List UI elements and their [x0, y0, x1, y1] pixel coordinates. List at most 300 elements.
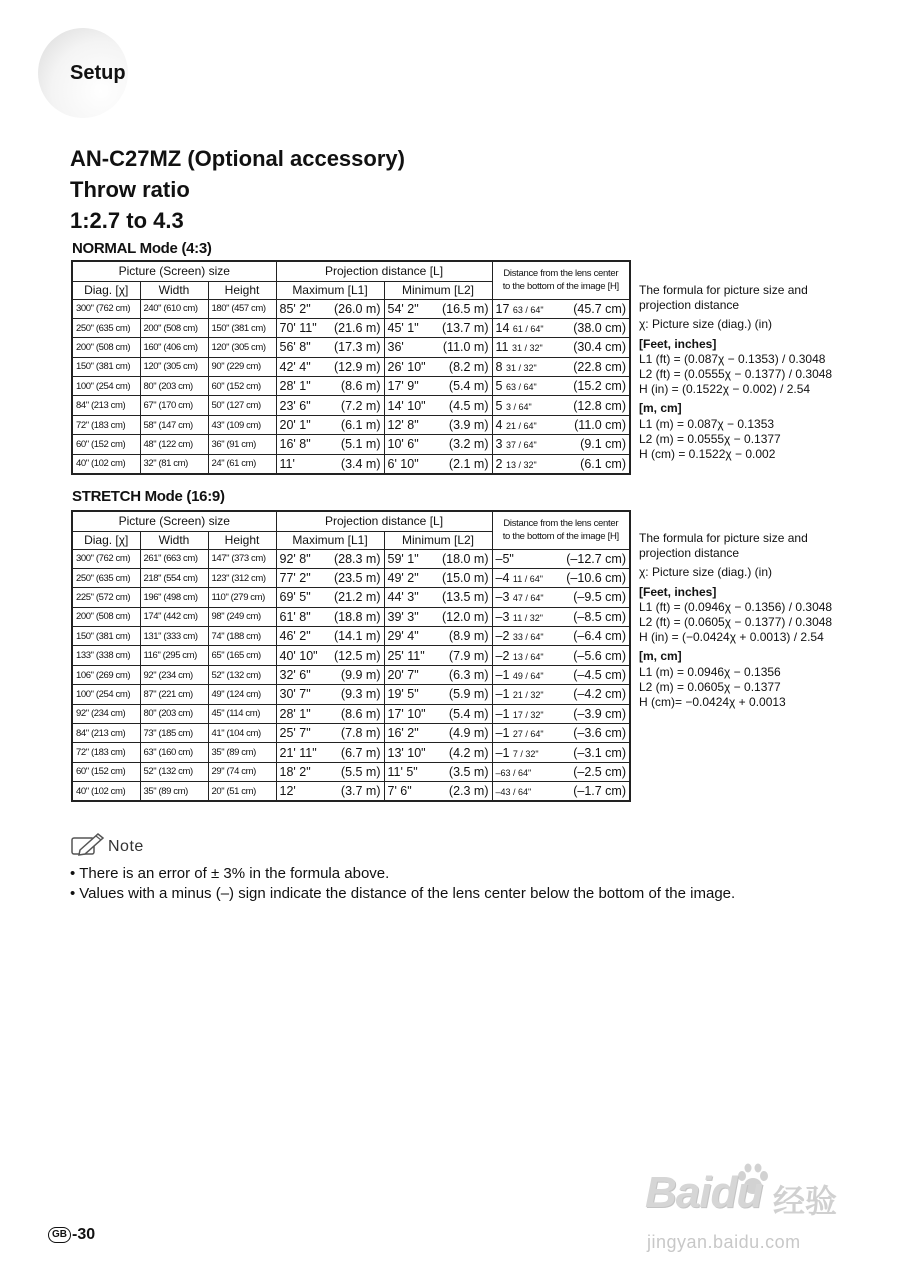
maximum-feet: 25' 7"	[279, 726, 311, 741]
maximum-meters: (18.8 m)	[333, 609, 381, 624]
maximum-meters: (21.6 m)	[333, 321, 381, 336]
minimum-cell	[384, 685, 492, 704]
width-header: Width	[140, 531, 208, 549]
height-cell: 35" (89 cm)	[208, 743, 276, 762]
maximum-meters: (3.4 m)	[340, 456, 381, 471]
minimum-cell	[384, 646, 492, 665]
maximum-feet: 46' 2"	[279, 629, 311, 644]
maximum-feet: 23' 6"	[279, 398, 311, 413]
minimum-cell	[384, 743, 492, 762]
minimum-meters: (4.5 m)	[448, 398, 489, 413]
maximum-meters: (28.3 m)	[333, 551, 381, 566]
lens-distance-cm: (–9.5 cm)	[573, 590, 627, 605]
width-cell: 73" (185 cm)	[140, 724, 208, 743]
minimum-meters: (2.3 m)	[448, 784, 489, 799]
diag-cell: 40" (102 cm)	[72, 454, 140, 473]
height-cell: 29" (74 cm)	[208, 762, 276, 781]
lens-distance-cm: (30.4 cm)	[573, 340, 627, 355]
height-cell: 98" (249 cm)	[208, 607, 276, 626]
table-row	[72, 782, 630, 801]
lens-distance-whole: –1	[495, 726, 510, 741]
minimum-cell	[384, 415, 492, 434]
minimum-feet: 39' 3"	[387, 609, 419, 624]
diag-cell: 84" (213 cm)	[72, 396, 140, 415]
formula-line: H (in) = (−0.0424χ + 0.0013) / 2.54	[639, 630, 824, 645]
stretch-formula-block	[639, 531, 832, 710]
lens-distance-fraction: 33 / 64"	[512, 632, 544, 643]
table-row	[72, 568, 630, 587]
lens-distance-fraction: 3 / 64"	[505, 401, 532, 412]
lens-distance-inches	[496, 649, 544, 663]
lens-distance-inches	[496, 590, 544, 604]
minimum-feet: 54' 2"	[387, 301, 419, 316]
maximum-meters: (6.7 m)	[340, 745, 381, 760]
table-row	[72, 607, 630, 626]
lens-distance-cell	[492, 357, 630, 376]
formula-intro: projection distance	[639, 546, 740, 561]
formula-line: L1 (m) = 0.087χ − 0.1353	[639, 416, 775, 431]
formula-chi-definition: χ: Picture size (diag.) (in)	[639, 317, 773, 332]
lens-distance-cell	[492, 454, 630, 473]
maximum-cell	[276, 318, 384, 337]
maximum-meters: (9.3 m)	[340, 687, 381, 702]
minimum-feet: 13' 10"	[387, 745, 426, 760]
maximum-meters: (8.6 m)	[340, 706, 381, 721]
width-cell: 218" (554 cm)	[140, 568, 208, 587]
lens-distance-whole: 5	[495, 398, 503, 413]
lens-distance-cm: (–3.6 cm)	[573, 726, 627, 741]
section-label: Setup	[70, 62, 126, 84]
lens-distance-inches	[496, 340, 543, 354]
minimum-meters: (12.0 m)	[441, 609, 489, 624]
note-label: Note	[108, 838, 144, 855]
table-row	[72, 435, 630, 454]
lens-distance-fraction: 21 / 64"	[505, 421, 537, 432]
lens-distance-inches	[496, 765, 532, 779]
lens-distance-inches	[496, 302, 544, 316]
height-cell: 150" (381 cm)	[208, 318, 276, 337]
table-row	[72, 454, 630, 473]
maximum-meters: (21.2 m)	[333, 590, 381, 605]
minimum-cell	[384, 762, 492, 781]
width-cell: 200" (508 cm)	[140, 318, 208, 337]
formula-line: L2 (m) = 0.0555χ − 0.1377	[639, 431, 781, 446]
minimum-feet: 44' 3"	[387, 590, 419, 605]
lens-distance-cell	[492, 435, 630, 454]
table-row	[72, 724, 630, 743]
lens-distance-fraction: –43 / 64"	[495, 787, 532, 798]
width-header: Width	[140, 281, 208, 299]
lens-distance-cm: (45.7 cm)	[573, 301, 627, 316]
normal-mode-table	[71, 260, 631, 475]
table-row	[72, 627, 630, 646]
lens-distance-cell	[492, 318, 630, 337]
maximum-meters: (9.9 m)	[340, 668, 381, 683]
lens-distance-cell	[492, 704, 630, 723]
width-cell: 120" (305 cm)	[140, 357, 208, 376]
height-header: Height	[208, 531, 276, 549]
width-cell: 35" (89 cm)	[140, 782, 208, 801]
lens-distance-whole: 3	[495, 437, 503, 452]
picture-size-header: Picture (Screen) size	[72, 261, 276, 281]
page-title: AN-C27MZ (Optional accessory)	[70, 146, 405, 171]
lens-distance-cm: (–3.1 cm)	[573, 745, 627, 760]
width-cell: 32" (81 cm)	[140, 454, 208, 473]
maximum-meters: (5.5 m)	[340, 764, 381, 779]
lens-distance-cm: (11.0 cm)	[574, 418, 627, 433]
lens-distance-whole: 8	[495, 359, 503, 374]
maximum-cell	[276, 607, 384, 626]
maximum-meters: (23.5 m)	[333, 571, 381, 586]
minimum-meters: (15.0 m)	[441, 571, 489, 586]
lens-distance-cm: (–5.6 cm)	[573, 648, 627, 663]
maximum-feet: 92' 8"	[279, 551, 311, 566]
lens-distance-fraction: 11 / 32"	[512, 612, 543, 623]
diag-cell: 300" (762 cm)	[72, 299, 140, 318]
diag-cell: 72" (183 cm)	[72, 743, 140, 762]
maximum-meters: (12.5 m)	[333, 648, 381, 663]
lens-distance-whole: –2	[495, 648, 510, 663]
maximum-meters: (3.7 m)	[340, 784, 381, 799]
lens-distance-cell	[492, 743, 630, 762]
lens-distance-cell	[492, 299, 630, 318]
lens-distance-whole: 14	[495, 321, 510, 336]
maximum-cell	[276, 357, 384, 376]
diag-header: Diag. [χ]	[72, 531, 140, 549]
formula-line: L1 (ft) = (0.0946χ − 0.1356) / 0.3048	[639, 599, 833, 614]
height-cell: 60" (152 cm)	[208, 377, 276, 396]
formula-line: L1 (m) = 0.0946χ − 0.1356	[639, 664, 781, 679]
formula-intro: The formula for picture size and	[639, 283, 808, 297]
lens-distance-cell	[492, 549, 630, 568]
lens-distance-whole: 4	[495, 418, 503, 433]
maximum-cell	[276, 568, 384, 587]
lens-distance-whole: 5	[495, 379, 503, 394]
height-cell: 90" (229 cm)	[208, 357, 276, 376]
formula-feet-heading: [Feet, inches]	[639, 336, 717, 351]
minimum-cell	[384, 299, 492, 318]
watermark-text: 经验	[773, 1183, 838, 1219]
lens-distance-inches	[496, 418, 537, 432]
minimum-feet: 59' 1"	[387, 551, 419, 566]
lens-distance-cm: (–3.9 cm)	[573, 706, 627, 721]
formula-line: H (cm) = 0.1522χ − 0.002	[639, 447, 776, 462]
lens-distance-inches	[496, 457, 537, 471]
lens-distance-cm: (–12.7 cm)	[566, 551, 627, 566]
diag-cell: 250" (635 cm)	[72, 318, 140, 337]
minimum-meters: (8.2 m)	[448, 359, 489, 374]
lens-distance-cell	[492, 646, 630, 665]
formula-metric-heading: [m, cm]	[639, 401, 682, 416]
minimum-meters: (11.0 m)	[442, 340, 489, 355]
maximum-feet: 12'	[279, 784, 296, 799]
watermark-url: jingyan.baidu.com	[647, 1232, 801, 1252]
minimum-feet: 19' 5"	[387, 687, 419, 702]
lens-distance-header: Distance from the lens center to the bottom of the image [H]	[492, 261, 630, 299]
lens-distance-fraction: 63 / 64"	[505, 382, 537, 393]
width-cell: 80" (203 cm)	[140, 377, 208, 396]
diag-cell: 100" (254 cm)	[72, 685, 140, 704]
watermark-logo: Baidu	[645, 1168, 763, 1217]
lens-distance-whole: –5"	[495, 551, 514, 566]
maximum-feet: 11'	[279, 456, 295, 471]
table-row	[72, 415, 630, 434]
minimum-cell	[384, 454, 492, 473]
maximum-cell	[276, 704, 384, 723]
lens-distance-cell	[492, 782, 630, 801]
height-cell: 74" (188 cm)	[208, 627, 276, 646]
lens-distance-fraction: 63 / 64"	[512, 304, 544, 315]
lens-distance-fraction: 11 / 64"	[512, 574, 543, 585]
diag-cell: 106" (269 cm)	[72, 665, 140, 684]
minimum-cell	[384, 435, 492, 454]
minimum-feet: 12' 8"	[387, 418, 419, 433]
lens-distance-cm: (22.8 cm)	[573, 359, 627, 374]
lens-distance-whole: –2	[495, 629, 510, 644]
minimum-feet: 36'	[387, 340, 404, 355]
minimum-feet: 11' 5"	[387, 764, 418, 779]
formula-intro: The formula for picture size and	[639, 531, 808, 545]
lens-distance-fraction: 47 / 64"	[512, 593, 544, 604]
maximum-cell	[276, 299, 384, 318]
lens-distance-inches	[496, 321, 544, 335]
maximum-feet: 69' 5"	[279, 590, 311, 605]
formula-line: L2 (m) = 0.0605χ − 0.1377	[639, 679, 781, 694]
formula-line: L1 (ft) = (0.087χ − 0.1353) / 0.3048	[639, 351, 826, 366]
height-cell: 65" (165 cm)	[208, 646, 276, 665]
width-cell: 160" (406 cm)	[140, 338, 208, 357]
height-cell: 147" (373 cm)	[208, 549, 276, 568]
lens-distance-cm: (–2.5 cm)	[573, 764, 627, 779]
maximum-cell	[276, 665, 384, 684]
lens-distance-cm: (38.0 cm)	[573, 321, 627, 336]
maximum-feet: 30' 7"	[279, 687, 311, 702]
minimum-cell	[384, 724, 492, 743]
table-row	[72, 685, 630, 704]
minimum-feet: 6' 10"	[387, 456, 419, 471]
minimum-cell	[384, 377, 492, 396]
formula-line: L2 (ft) = (0.0555χ − 0.1377) / 0.3048	[639, 367, 833, 382]
table-row	[72, 357, 630, 376]
minimum-feet: 45' 1"	[387, 321, 419, 336]
lens-distance-cm: (6.1 cm)	[580, 456, 627, 471]
diag-cell: 40" (102 cm)	[72, 782, 140, 801]
diag-cell: 150" (381 cm)	[72, 627, 140, 646]
lens-distance-fraction: 21 / 32"	[512, 690, 544, 701]
note-item: • There is an error of ± 3% in the formula above.	[70, 864, 735, 884]
table-row	[72, 318, 630, 337]
maximum-meters: (5.1 m)	[340, 437, 381, 452]
lens-distance-cell	[492, 665, 630, 684]
lens-distance-inches	[496, 629, 544, 643]
minimum-meters: (3.2 m)	[448, 437, 489, 452]
stretch-mode-title: STRETCH Mode (16:9)	[72, 488, 225, 505]
lens-distance-fraction: 7 / 32"	[512, 748, 539, 759]
diag-cell: 200" (508 cm)	[72, 607, 140, 626]
height-cell: 180" (457 cm)	[208, 299, 276, 318]
lens-distance-cell	[492, 568, 630, 587]
lens-distance-cm: (9.1 cm)	[580, 437, 627, 452]
formula-chi-definition: χ: Picture size (diag.) (in)	[639, 565, 773, 580]
table-row	[72, 299, 630, 318]
diag-cell: 100" (254 cm)	[72, 377, 140, 396]
minimum-feet: 29' 4"	[387, 629, 419, 644]
lens-distance-fraction: 17 / 32"	[512, 709, 544, 720]
minimum-header: Minimum [L2]	[384, 281, 492, 299]
maximum-feet: 28' 1"	[279, 379, 311, 394]
lens-distance-whole: –1	[495, 706, 510, 721]
minimum-cell	[384, 782, 492, 801]
width-cell: 80" (203 cm)	[140, 704, 208, 723]
minimum-feet: 25' 11"	[387, 648, 425, 663]
minimum-cell	[384, 704, 492, 723]
minimum-cell	[384, 568, 492, 587]
lens-distance-inches	[496, 399, 532, 413]
minimum-cell	[384, 607, 492, 626]
minimum-cell	[384, 357, 492, 376]
formula-metric-heading: [m, cm]	[639, 649, 682, 664]
lens-distance-cm: (–8.5 cm)	[573, 609, 627, 624]
minimum-cell	[384, 318, 492, 337]
formula-line: H (cm)= −0.0424χ + 0.0013	[639, 695, 786, 710]
formula-line: H (in) = (0.1522χ − 0.002) / 2.54	[639, 382, 811, 397]
height-cell: 43" (109 cm)	[208, 415, 276, 434]
maximum-cell	[276, 435, 384, 454]
height-cell: 120" (305 cm)	[208, 338, 276, 357]
width-cell: 92" (234 cm)	[140, 665, 208, 684]
table-row	[72, 588, 630, 607]
lens-distance-inches	[496, 360, 537, 374]
lens-distance-cm: (–4.5 cm)	[573, 668, 627, 683]
lens-distance-whole: 17	[495, 301, 510, 316]
lens-distance-fraction: 61 / 64"	[512, 324, 544, 335]
lens-distance-cm: (12.8 cm)	[573, 398, 627, 413]
maximum-feet: 28' 1"	[279, 706, 311, 721]
height-cell: 45" (114 cm)	[208, 704, 276, 723]
maximum-meters: (17.3 m)	[333, 340, 381, 355]
minimum-meters: (5.4 m)	[448, 379, 489, 394]
width-cell: 87" (221 cm)	[140, 685, 208, 704]
maximum-feet: 61' 8"	[279, 609, 311, 624]
maximum-cell	[276, 685, 384, 704]
formula-line: L2 (ft) = (0.0605χ − 0.1377) / 0.3048	[639, 615, 833, 630]
maximum-feet: 18' 2"	[279, 764, 311, 779]
minimum-meters: (2.1 m)	[448, 456, 489, 471]
lens-distance-inches	[496, 687, 544, 701]
maximum-feet: 85' 2"	[279, 301, 311, 316]
minimum-meters: (6.3 m)	[448, 668, 489, 683]
minimum-cell	[384, 588, 492, 607]
normal-formula-block	[639, 283, 832, 462]
lens-distance-cell	[492, 415, 630, 434]
lens-distance-cell	[492, 396, 630, 415]
minimum-feet: 17' 10"	[387, 706, 426, 721]
height-cell: 123" (312 cm)	[208, 568, 276, 587]
maximum-feet: 56' 8"	[279, 340, 311, 355]
minimum-meters: (18.0 m)	[441, 551, 489, 566]
minimum-cell	[384, 396, 492, 415]
minimum-feet: 10' 6"	[387, 437, 419, 452]
minimum-cell	[384, 549, 492, 568]
lens-distance-whole: 11	[495, 340, 509, 355]
minimum-meters: (16.5 m)	[441, 301, 489, 316]
minimum-cell	[384, 665, 492, 684]
minimum-meters: (3.5 m)	[448, 764, 489, 779]
normal-mode-title: NORMAL Mode (4:3)	[72, 240, 212, 257]
height-cell: 49" (124 cm)	[208, 685, 276, 704]
pencil-note-icon	[70, 832, 106, 858]
lens-distance-whole: 2	[495, 456, 503, 471]
lens-distance-inches	[496, 571, 543, 585]
diag-cell: 150" (381 cm)	[72, 357, 140, 376]
lens-distance-header: Distance from the lens center to the bottom of the image [H]	[492, 511, 630, 549]
width-cell: 48" (122 cm)	[140, 435, 208, 454]
height-cell: 110" (279 cm)	[208, 588, 276, 607]
diag-cell: 133" (338 cm)	[72, 646, 140, 665]
maximum-cell	[276, 782, 384, 801]
lens-distance-inches	[496, 784, 532, 798]
maximum-cell	[276, 396, 384, 415]
maximum-cell	[276, 549, 384, 568]
maximum-feet: 40' 10"	[279, 648, 318, 663]
lens-distance-whole: –1	[495, 687, 510, 702]
maximum-cell	[276, 454, 384, 473]
lens-distance-cm: (–4.2 cm)	[573, 687, 627, 702]
diag-cell: 200" (508 cm)	[72, 338, 140, 357]
width-cell: 131" (333 cm)	[140, 627, 208, 646]
maximum-feet: 77' 2"	[279, 571, 311, 586]
lens-distance-whole: –1	[495, 745, 510, 760]
region-badge: GB	[48, 1227, 71, 1243]
lens-distance-cm: (–1.7 cm)	[573, 784, 627, 799]
diag-cell: 250" (635 cm)	[72, 568, 140, 587]
diag-cell: 84" (213 cm)	[72, 724, 140, 743]
lens-distance-inches	[496, 707, 544, 721]
lens-distance-inches	[496, 610, 543, 624]
lens-distance-cell	[492, 627, 630, 646]
lens-distance-cell	[492, 762, 630, 781]
table-row	[72, 549, 630, 568]
table-row	[72, 646, 630, 665]
maximum-header: Maximum [L1]	[276, 281, 384, 299]
minimum-feet: 20' 7"	[387, 668, 419, 683]
minimum-meters: (4.9 m)	[448, 726, 489, 741]
maximum-cell	[276, 377, 384, 396]
minimum-meters: (5.4 m)	[448, 706, 489, 721]
maximum-meters: (14.1 m)	[333, 629, 381, 644]
maximum-cell	[276, 646, 384, 665]
width-cell: 63" (160 cm)	[140, 743, 208, 762]
lens-distance-fraction: 13 / 64"	[512, 651, 544, 662]
height-cell: 24" (61 cm)	[208, 454, 276, 473]
maximum-meters: (6.1 m)	[340, 418, 381, 433]
projection-distance-header: Projection distance [L]	[276, 261, 492, 281]
lens-distance-whole: –3	[495, 609, 510, 624]
table-row	[72, 762, 630, 781]
table-row	[72, 377, 630, 396]
width-cell: 174" (442 cm)	[140, 607, 208, 626]
minimum-meters: (7.9 m)	[448, 648, 489, 663]
lens-distance-fraction: 13 / 32"	[505, 459, 537, 470]
lens-distance-inches	[496, 668, 544, 682]
watermark	[645, 1160, 865, 1255]
minimum-feet: 49' 2"	[387, 571, 419, 586]
diag-cell: 225" (572 cm)	[72, 588, 140, 607]
maximum-meters: (8.6 m)	[340, 379, 381, 394]
width-cell: 58" (147 cm)	[140, 415, 208, 434]
note-list	[70, 864, 735, 904]
minimum-meters: (8.9 m)	[448, 629, 489, 644]
